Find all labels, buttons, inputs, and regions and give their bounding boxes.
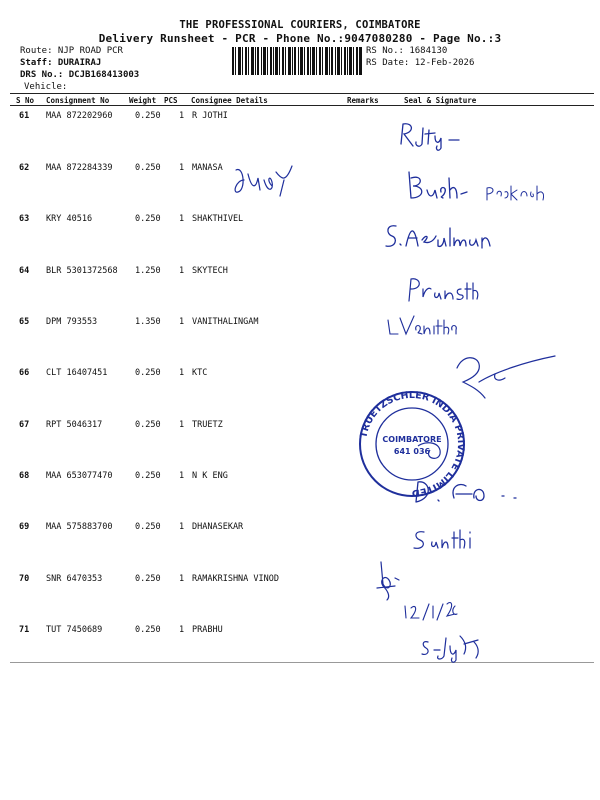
row-consignment: SNR 6470353 — [46, 574, 103, 584]
signature-row-70 — [375, 556, 475, 628]
row-sno: 70 — [19, 574, 30, 584]
col-weight: Weight — [129, 96, 157, 105]
table-row — [0, 574, 600, 626]
table-row — [0, 111, 600, 163]
row-consignee: TRUETZ — [192, 420, 223, 430]
row-weight: 1.350 — [135, 317, 161, 327]
barcode-icon — [232, 47, 362, 75]
row-sno: 71 — [19, 625, 30, 635]
drs-number: DRS No.: DCJB168413003 — [20, 70, 140, 80]
row-pcs: 1 — [179, 368, 185, 378]
vehicle-info: Vehicle: — [24, 82, 68, 92]
row-weight: 0.250 — [135, 471, 161, 481]
row-consignee: MANASA — [192, 163, 223, 173]
row-sno: 67 — [19, 420, 30, 430]
row-consignee: RAMAKRISHNA VINOD — [192, 574, 279, 584]
row-sno: 66 — [19, 368, 30, 378]
row-pcs: 1 — [179, 471, 185, 481]
row-pcs: 1 — [179, 317, 185, 327]
row-sno: 63 — [19, 214, 30, 224]
row-consignment: KRY 40516 — [46, 214, 93, 224]
stamp-pin: 641 036 — [393, 447, 431, 456]
route-info: Route: NJP ROAD PCR — [20, 46, 123, 56]
staff-info: Staff: DURAIRAJ — [20, 58, 102, 68]
row-pcs: 1 — [179, 522, 185, 532]
row-consignment: MAA 872202960 — [46, 111, 113, 121]
row-weight: 1.250 — [135, 266, 161, 276]
stamp-city: COIMBATORE — [382, 435, 442, 444]
row-weight: 0.250 — [135, 111, 161, 121]
row-weight: 0.250 — [135, 368, 161, 378]
col-seal-signature: Seal & Signature — [404, 96, 477, 105]
signature-row-61 — [395, 118, 475, 152]
row-sno: 65 — [19, 317, 30, 327]
row-consignment: CLT 16407451 — [46, 368, 108, 378]
row-consignee: R JOTHI — [192, 111, 228, 121]
col-remarks: Remarks — [347, 96, 379, 105]
row-consignee: SKYTECH — [192, 266, 228, 276]
row-sno: 69 — [19, 522, 30, 532]
row-sno: 64 — [19, 266, 30, 276]
signature-row-69 — [412, 526, 478, 554]
row-pcs: 1 — [179, 111, 185, 121]
row-consignee: SHAKTHIVEL — [192, 214, 244, 224]
table-row — [0, 625, 600, 677]
table-row — [0, 522, 600, 574]
row-pcs: 1 — [179, 574, 185, 584]
signature-row-63 — [382, 218, 492, 252]
col-consignment: Consignment No — [46, 96, 110, 105]
row-sno: 62 — [19, 163, 30, 173]
row-consignee: KTC — [192, 368, 208, 378]
col-consignee: Consignee Details — [191, 96, 268, 105]
table-row — [0, 214, 600, 266]
scribble-row-62 — [230, 160, 302, 200]
col-sno: S No — [16, 96, 35, 105]
row-sno: 61 — [19, 111, 30, 121]
table-row — [0, 266, 600, 318]
row-pcs: 1 — [179, 214, 185, 224]
row-weight: 0.250 — [135, 420, 161, 430]
row-weight: 0.250 — [135, 574, 161, 584]
rs-date: RS Date: 12-Feb-2026 — [366, 58, 475, 68]
signature-row-68 — [410, 476, 530, 504]
signature-row-66 — [455, 352, 559, 400]
row-consignment: MAA 653077470 — [46, 471, 113, 481]
signature-row-62 — [405, 168, 555, 208]
row-pcs: 1 — [179, 420, 185, 430]
row-consignment: MAA 872284339 — [46, 163, 113, 173]
row-weight: 0.250 — [135, 625, 161, 635]
table-row — [0, 420, 600, 472]
row-consignment: BLR 5301372568 — [46, 266, 118, 276]
company-title: THE PROFESSIONAL COURIERS, COIMBATORE — [179, 19, 421, 31]
rs-number: RS No.: 1684130 — [366, 46, 448, 56]
row-pcs: 1 — [179, 266, 185, 276]
row-sno: 68 — [19, 471, 30, 481]
row-consignee: DHANASEKAR — [192, 522, 244, 532]
row-consignee: N K ENG — [192, 471, 228, 481]
row-consignment: TUT 7450689 — [46, 625, 103, 635]
col-pcs: PCS — [164, 96, 178, 105]
row-consignment: RPT 5046317 — [46, 420, 103, 430]
signature-row-64 — [405, 275, 481, 305]
runsheet-subtitle: Delivery Runsheet - PCR - Phone No.:9047080280 - Page No.:3 — [98, 32, 502, 45]
row-weight: 0.250 — [135, 522, 161, 532]
row-consignee: PRABHU — [192, 625, 223, 635]
row-pcs: 1 — [179, 625, 185, 635]
row-consignment: MAA 575883700 — [46, 522, 113, 532]
row-consignment: DPM 793553 — [46, 317, 98, 327]
row-pcs: 1 — [179, 163, 185, 173]
row-weight: 0.250 — [135, 163, 161, 173]
row-weight: 0.250 — [135, 214, 161, 224]
stamp-company-name: TRUETZSCHLER INDIA PRIVATE LIMITED — [358, 389, 467, 499]
signature-row-71 — [420, 632, 492, 664]
signature-row-65 — [384, 314, 458, 338]
row-consignee: VANITHALINGAM — [192, 317, 259, 327]
